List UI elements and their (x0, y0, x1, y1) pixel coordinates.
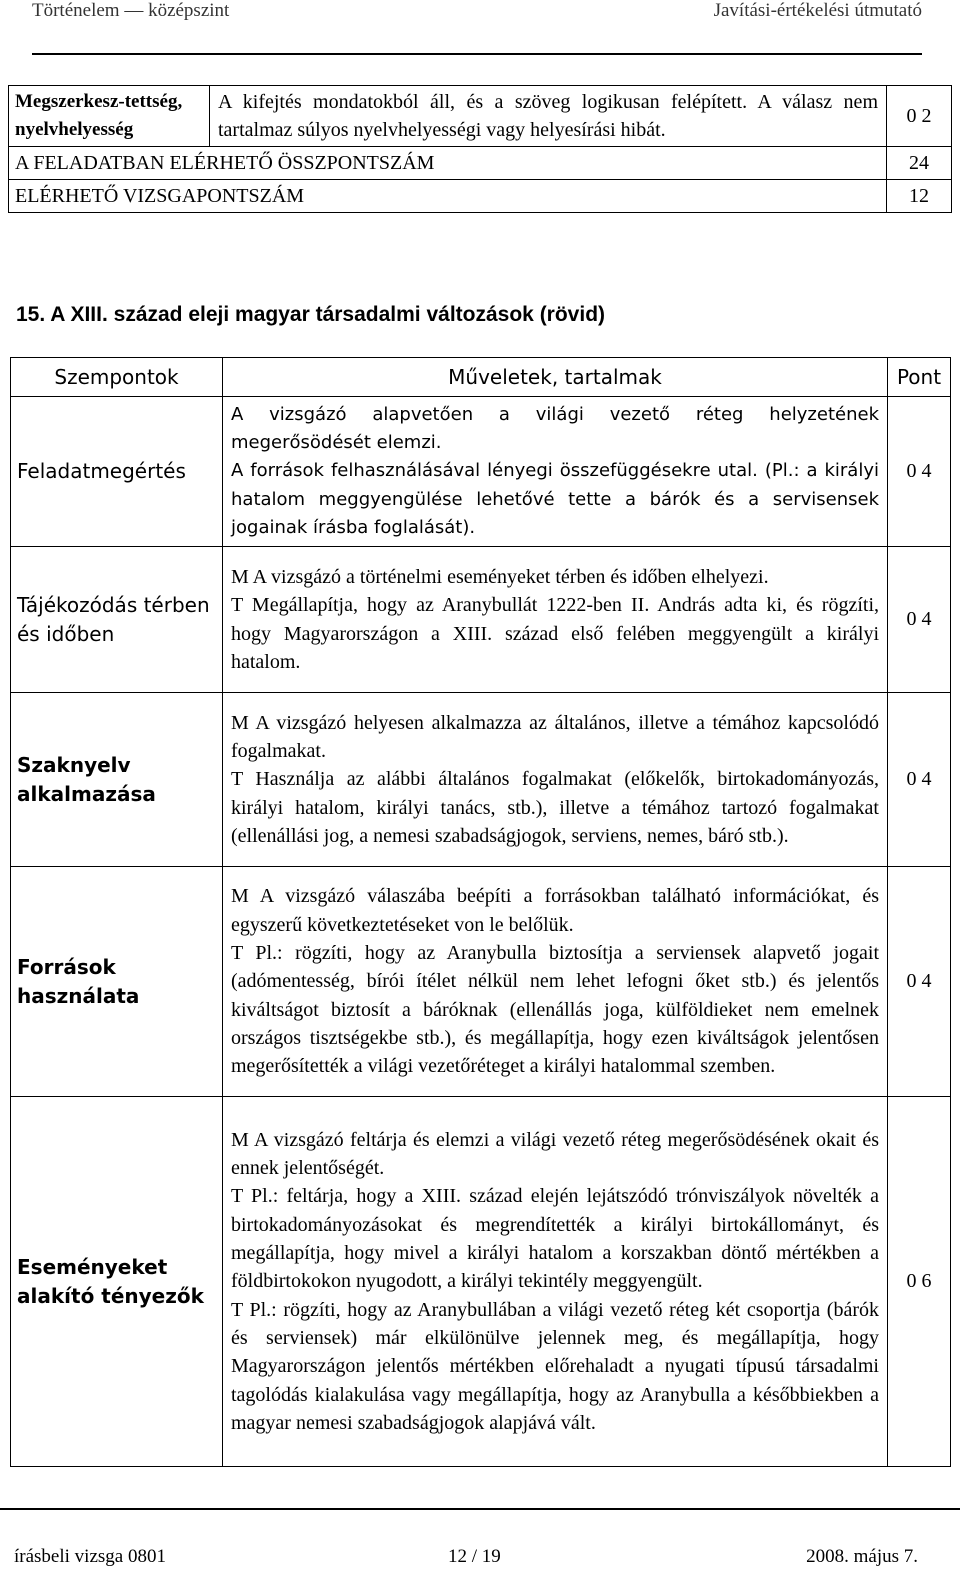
table-row (9, 86, 952, 147)
points-cell: 0 4 (888, 397, 951, 547)
description-cell: A kifejtés mondatokból áll, és a szöveg logikusan felépített. A válasz nem tartalmaz súlyos nyelvhelyességi vagy helyesírási hibát. (210, 86, 887, 147)
description-line: M A vizsgázó válaszába beépíti a forrásokban található információkat, és egyszerű következtetéseket von le belőlük. (231, 885, 879, 936)
description-cell (223, 547, 888, 693)
evaluation-table (10, 357, 951, 1467)
table-row (9, 147, 952, 180)
task-total-label: A FELADATBAN ELÉRHETŐ ÖSSZPONTSZÁM (9, 147, 887, 180)
scoring-summary-table (8, 85, 952, 213)
page-footer (0, 1508, 960, 1578)
description-cell (223, 1097, 888, 1467)
table-row (9, 180, 952, 213)
description-line: M A vizsgázó feltárja és elemzi a világi vezető réteg megerősödésének okait és ennek jelentőségét. (231, 1128, 879, 1180)
points-cell: 0 4 (888, 693, 951, 867)
criterion-cell: Feladatmegértés (11, 397, 223, 547)
description-cell (223, 397, 888, 547)
header-subject: Történelem — középszint (32, 0, 230, 21)
column-header-points: Pont (888, 358, 951, 397)
description-line: A vizsgázó alapvetően a világi vezető réteg helyzetének megerősödését elemzi. (231, 403, 879, 454)
table-row (11, 867, 951, 1097)
description-line: M A vizsgázó a történelmi eseményeket térben és időben elhelyezi. (231, 565, 769, 588)
description-line: T Pl.: rögzíti, hogy az Aranybullában a világi vezető réteg két csoportja (bárók és serviensek) már elkülönülve jelennek meg, és megállapítja, hogy Magyarországon jelentős mértékben előrehaladt a nyugati típusú társadalmi tagolódás kialakulása vagy megállapítja, hogy az Aranybulla a későbbiekben a magyar nemesi szabadságjogok alapjává vált. (231, 1298, 879, 1434)
description-line: T Megállapítja, hogy az Aranybullát 1222-ben II. András adta ki, és rögzíti, hogy Magyarországon a XIII. század első felében meggyengült a királyi hatalom. (231, 594, 879, 673)
description-cell (223, 867, 888, 1097)
points-cell: 0 6 (888, 1097, 951, 1467)
criterion-cell: Megszerkesz-tettség, nyelvhelyesség (9, 86, 210, 147)
footer-date: 2008. május 7. (806, 1546, 918, 1567)
criterion-cell: Eseményeket alakító tényezők (11, 1097, 223, 1467)
points-cell: 0 4 (888, 547, 951, 693)
footer-exam-code: írásbeli vizsga 0801 (14, 1546, 166, 1567)
criterion-cell: Szaknyelv alkalmazása (11, 693, 223, 867)
table-row (11, 1097, 951, 1467)
criterion-cell: Tájékozódás térben és időben (11, 547, 223, 693)
table-row (11, 693, 951, 867)
criterion-cell: Források használata (11, 867, 223, 1097)
description-line: T Pl.: feltárja, hogy a XIII. század elején lejátszódó trónviszályok növelték a birtokadományozásokat és megrendítették a királyi birtokállományt, és megállapítja, hogy mivel a királyi hatalom a korszakban döntő mértékben a földbirtokokon nyugodott, a királyi tekintély meggyengült. (231, 1185, 879, 1293)
points-cell: 0 2 (887, 86, 952, 147)
description-cell (223, 693, 888, 867)
task-title: 15. A XIII. század eleji magyar társadalmi változások (rövid) (16, 303, 606, 326)
points-cell: 0 4 (888, 867, 951, 1097)
header-doc-type: Javítási-értékelési útmutató (713, 0, 922, 21)
table-row (11, 547, 951, 693)
description-line: T Használja az alábbi általános fogalmakat (előkelők, birtokadományozás, királyi hatalom, királyi tanács, stb.), illetve a témához tartozó fogalmakat (ellenállási jog, a nemesi szabadságjogok, serviens, nemes, báró stb.). (231, 768, 879, 847)
table-row (11, 397, 951, 547)
column-header-operations: Műveletek, tartalmak (223, 358, 888, 397)
footer-page-number: 12 / 19 (448, 1546, 501, 1567)
description-line: M A vizsgázó helyesen alkalmazza az általános, illetve a témához kapcsolódó fogalmakat. (231, 711, 879, 763)
description-line: A források felhasználásával lényegi összefüggésekre utal. (Pl.: a királyi hatalom meggyengülése lehetővé tette a bárók és a servisensek jogainak írásba foglalását). (231, 460, 879, 538)
description-line: T Pl.: rögzíti, hogy az Aranybulla biztosítja a serviensek alapvető jogait (adómentesség, bírói ítélet nélkül nem lehet lefogni őket stb.) és jelentős kiváltságot biztosít a báróknak (ellenállás joga, külföldieket nem emelnek országos tisztségekbe stb.), és megállapítja, hogy ezen kiváltságok jelentősen megerősítették a világi vezetőréteget a királyi hatalommal szemben. (231, 942, 879, 1078)
exam-total-value: 12 (887, 180, 952, 213)
task-total-value: 24 (887, 147, 952, 180)
column-header-criteria: Szempontok (11, 358, 223, 397)
page-header (32, 0, 922, 55)
table-header-row (11, 358, 951, 397)
exam-total-label: ELÉRHETŐ VIZSGAPONTSZÁM (9, 180, 887, 213)
